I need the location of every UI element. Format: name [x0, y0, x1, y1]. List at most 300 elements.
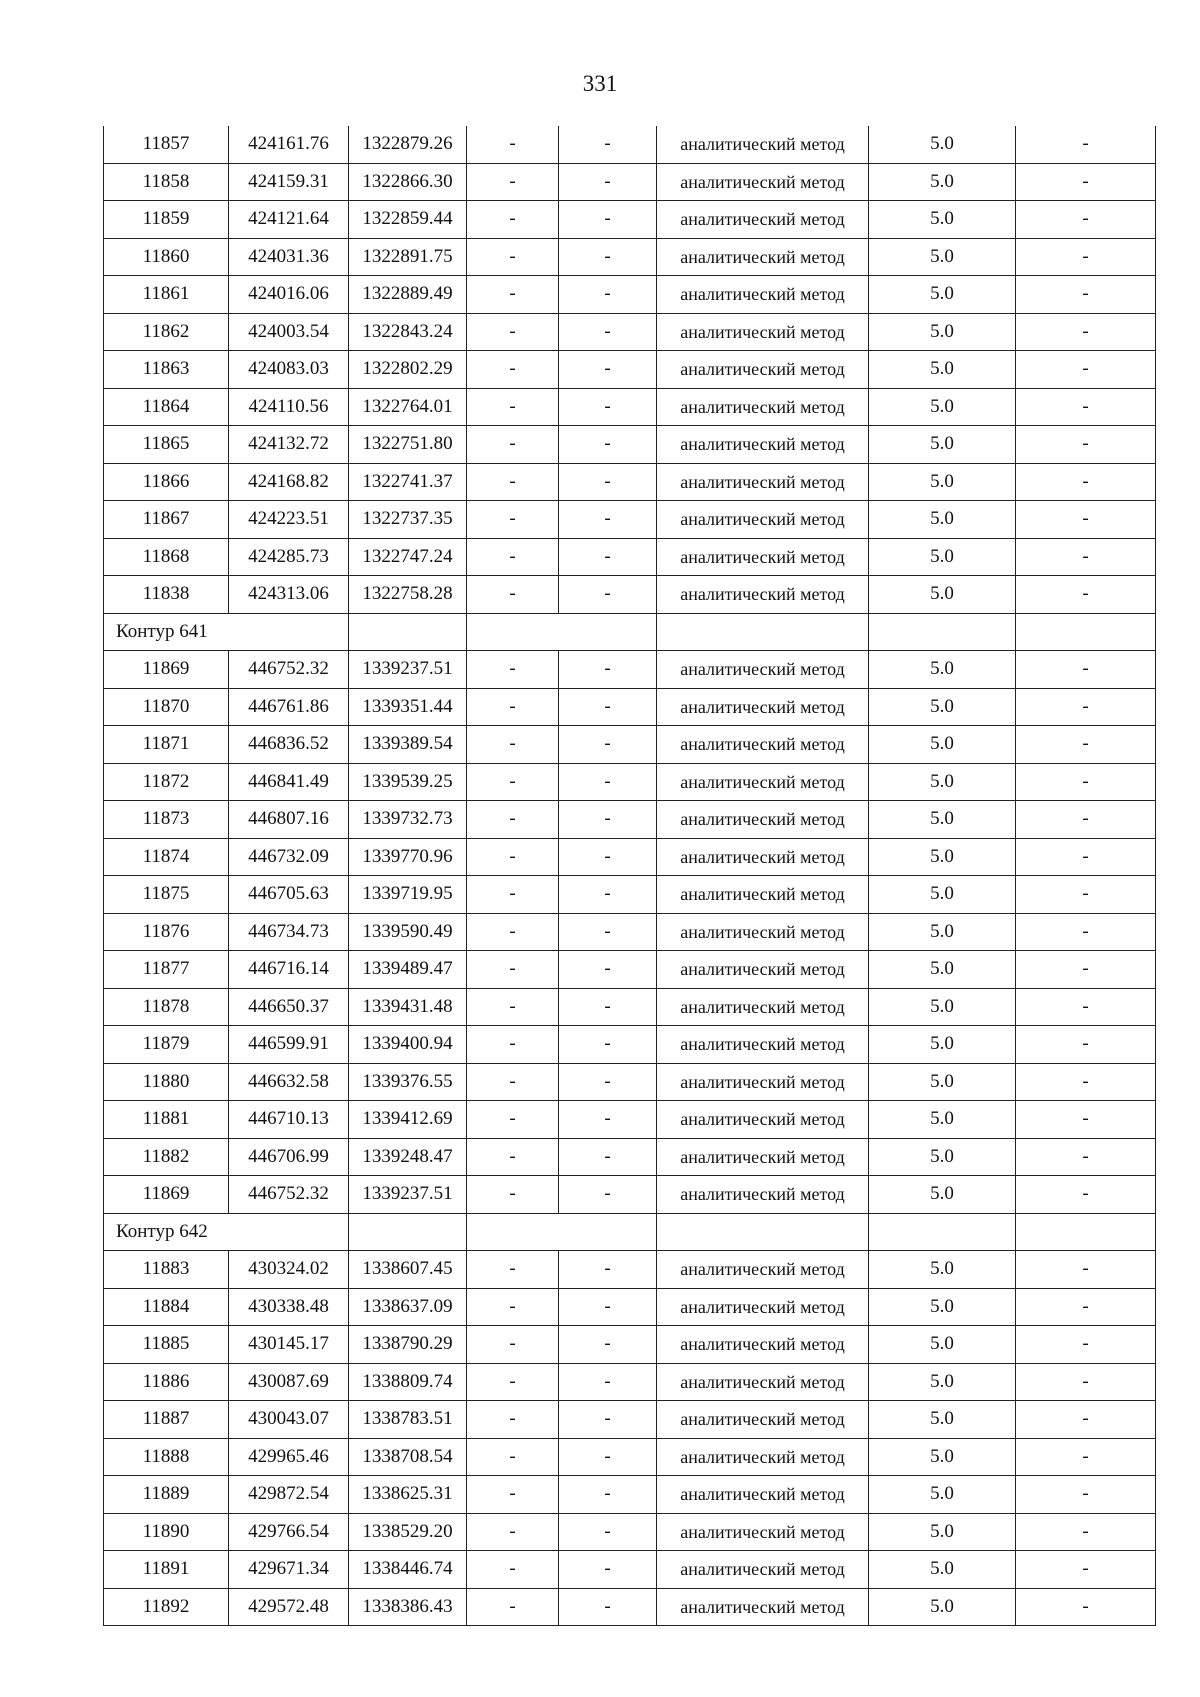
- x-coordinate-cell: 446710.13: [229, 1101, 349, 1139]
- table-row: [104, 1476, 1156, 1514]
- table-row: [104, 1551, 1156, 1589]
- x-coordinate-cell: 446706.99: [229, 1138, 349, 1176]
- empty-cell: [467, 613, 657, 651]
- method-cell: аналитический метод: [657, 876, 869, 914]
- empty-value-cell: -: [559, 538, 657, 576]
- y-coordinate-cell: 1322891.75: [349, 238, 467, 276]
- table-row: [104, 1288, 1156, 1326]
- table-row: [104, 1401, 1156, 1439]
- y-coordinate-cell: 1338708.54: [349, 1438, 467, 1476]
- table-row: [104, 576, 1156, 614]
- empty-value-cell: -: [559, 426, 657, 464]
- method-cell: аналитический метод: [657, 126, 869, 163]
- table-row: [104, 351, 1156, 389]
- point-id-cell: 11872: [104, 763, 229, 801]
- method-cell: аналитический метод: [657, 651, 869, 689]
- point-id-cell: 11887: [104, 1401, 229, 1439]
- empty-value-cell: -: [467, 276, 559, 314]
- x-coordinate-cell: 446807.16: [229, 801, 349, 839]
- y-coordinate-cell: 1338637.09: [349, 1288, 467, 1326]
- empty-value-cell: -: [559, 1476, 657, 1514]
- x-coordinate-cell: 430145.17: [229, 1326, 349, 1364]
- empty-value-cell: -: [467, 538, 559, 576]
- point-id-cell: 11878: [104, 988, 229, 1026]
- x-coordinate-cell: 424110.56: [229, 388, 349, 426]
- y-coordinate-cell: 1338783.51: [349, 1401, 467, 1439]
- empty-value-cell: -: [559, 1551, 657, 1589]
- x-coordinate-cell: 446716.14: [229, 951, 349, 989]
- y-coordinate-cell: 1322802.29: [349, 351, 467, 389]
- empty-value-cell: -: [1016, 201, 1156, 239]
- empty-cell: [349, 613, 467, 651]
- empty-value-cell: -: [467, 388, 559, 426]
- empty-value-cell: -: [1016, 1026, 1156, 1064]
- empty-value-cell: -: [1016, 1551, 1156, 1589]
- point-id-cell: 11877: [104, 951, 229, 989]
- empty-value-cell: -: [559, 688, 657, 726]
- point-id-cell: 11871: [104, 726, 229, 764]
- empty-value-cell: -: [559, 1401, 657, 1439]
- method-cell: аналитический метод: [657, 351, 869, 389]
- y-coordinate-cell: 1322866.30: [349, 163, 467, 201]
- empty-value-cell: -: [559, 1363, 657, 1401]
- x-coordinate-cell: 446650.37: [229, 988, 349, 1026]
- accuracy-cell: 5.0: [869, 1438, 1016, 1476]
- point-id-cell: 11881: [104, 1101, 229, 1139]
- empty-value-cell: -: [467, 1551, 559, 1589]
- empty-value-cell: -: [467, 763, 559, 801]
- empty-value-cell: -: [559, 988, 657, 1026]
- point-id-cell: 11858: [104, 163, 229, 201]
- method-cell: аналитический метод: [657, 538, 869, 576]
- y-coordinate-cell: 1322859.44: [349, 201, 467, 239]
- x-coordinate-cell: 430324.02: [229, 1251, 349, 1289]
- table-row: [104, 913, 1156, 951]
- x-coordinate-cell: 446752.32: [229, 651, 349, 689]
- method-cell: аналитический метод: [657, 276, 869, 314]
- table-row: [104, 1138, 1156, 1176]
- x-coordinate-cell: 429572.48: [229, 1588, 349, 1626]
- point-id-cell: 11875: [104, 876, 229, 914]
- method-cell: аналитический метод: [657, 1176, 869, 1214]
- empty-value-cell: -: [1016, 126, 1156, 163]
- empty-value-cell: -: [1016, 1588, 1156, 1626]
- y-coordinate-cell: 1339376.55: [349, 1063, 467, 1101]
- table-row: [104, 1363, 1156, 1401]
- empty-value-cell: -: [1016, 426, 1156, 464]
- empty-value-cell: -: [1016, 1176, 1156, 1214]
- x-coordinate-cell: 429965.46: [229, 1438, 349, 1476]
- x-coordinate-cell: 446734.73: [229, 913, 349, 951]
- y-coordinate-cell: 1322751.80: [349, 426, 467, 464]
- point-id-cell: 11838: [104, 576, 229, 614]
- empty-value-cell: -: [1016, 538, 1156, 576]
- x-coordinate-cell: 446761.86: [229, 688, 349, 726]
- empty-value-cell: -: [1016, 1251, 1156, 1289]
- method-cell: аналитический метод: [657, 1401, 869, 1439]
- method-cell: аналитический метод: [657, 1138, 869, 1176]
- x-coordinate-cell: 430043.07: [229, 1401, 349, 1439]
- empty-value-cell: -: [559, 201, 657, 239]
- empty-value-cell: -: [1016, 1438, 1156, 1476]
- coordinates-table-body: [104, 126, 1156, 1626]
- x-coordinate-cell: 424031.36: [229, 238, 349, 276]
- accuracy-cell: 5.0: [869, 463, 1016, 501]
- empty-value-cell: -: [559, 388, 657, 426]
- method-cell: аналитический метод: [657, 163, 869, 201]
- method-cell: аналитический метод: [657, 1288, 869, 1326]
- empty-value-cell: -: [467, 951, 559, 989]
- empty-value-cell: -: [467, 1438, 559, 1476]
- method-cell: аналитический метод: [657, 1026, 869, 1064]
- accuracy-cell: 5.0: [869, 1288, 1016, 1326]
- table-row: [104, 201, 1156, 239]
- point-id-cell: 11891: [104, 1551, 229, 1589]
- x-coordinate-cell: 429872.54: [229, 1476, 349, 1514]
- table-row: [104, 163, 1156, 201]
- point-id-cell: 11862: [104, 313, 229, 351]
- method-cell: аналитический метод: [657, 201, 869, 239]
- point-id-cell: 11883: [104, 1251, 229, 1289]
- x-coordinate-cell: 446836.52: [229, 726, 349, 764]
- empty-value-cell: -: [559, 351, 657, 389]
- empty-value-cell: -: [1016, 1363, 1156, 1401]
- empty-value-cell: -: [467, 238, 559, 276]
- method-cell: аналитический метод: [657, 1476, 869, 1514]
- method-cell: аналитический метод: [657, 576, 869, 614]
- empty-value-cell: -: [1016, 1288, 1156, 1326]
- empty-value-cell: -: [1016, 688, 1156, 726]
- method-cell: аналитический метод: [657, 951, 869, 989]
- empty-value-cell: -: [1016, 238, 1156, 276]
- empty-value-cell: -: [559, 313, 657, 351]
- empty-value-cell: -: [1016, 1063, 1156, 1101]
- x-coordinate-cell: 424313.06: [229, 576, 349, 614]
- empty-value-cell: -: [467, 1476, 559, 1514]
- y-coordinate-cell: 1322764.01: [349, 388, 467, 426]
- x-coordinate-cell: 429766.54: [229, 1513, 349, 1551]
- method-cell: аналитический метод: [657, 1513, 869, 1551]
- accuracy-cell: 5.0: [869, 1326, 1016, 1364]
- contour-label: Контур 641: [104, 613, 349, 651]
- accuracy-cell: 5.0: [869, 1101, 1016, 1139]
- point-id-cell: 11870: [104, 688, 229, 726]
- empty-value-cell: -: [559, 913, 657, 951]
- empty-value-cell: -: [559, 1513, 657, 1551]
- method-cell: аналитический метод: [657, 1551, 869, 1589]
- accuracy-cell: 5.0: [869, 1513, 1016, 1551]
- accuracy-cell: 5.0: [869, 1026, 1016, 1064]
- point-id-cell: 11892: [104, 1588, 229, 1626]
- empty-value-cell: -: [1016, 463, 1156, 501]
- empty-value-cell: -: [467, 838, 559, 876]
- y-coordinate-cell: 1338625.31: [349, 1476, 467, 1514]
- empty-value-cell: -: [1016, 351, 1156, 389]
- point-id-cell: 11867: [104, 501, 229, 539]
- table-row: [104, 1251, 1156, 1289]
- table-row: [104, 988, 1156, 1026]
- empty-value-cell: -: [467, 201, 559, 239]
- accuracy-cell: 5.0: [869, 1551, 1016, 1589]
- table-row: [104, 276, 1156, 314]
- empty-value-cell: -: [1016, 763, 1156, 801]
- accuracy-cell: 5.0: [869, 763, 1016, 801]
- y-coordinate-cell: 1338386.43: [349, 1588, 467, 1626]
- accuracy-cell: 5.0: [869, 1588, 1016, 1626]
- empty-value-cell: -: [559, 801, 657, 839]
- table-row: [104, 426, 1156, 464]
- y-coordinate-cell: 1338809.74: [349, 1363, 467, 1401]
- accuracy-cell: 5.0: [869, 276, 1016, 314]
- y-coordinate-cell: 1322843.24: [349, 313, 467, 351]
- empty-value-cell: -: [1016, 388, 1156, 426]
- table-row: [104, 126, 1156, 163]
- empty-value-cell: -: [559, 1251, 657, 1289]
- method-cell: аналитический метод: [657, 1063, 869, 1101]
- accuracy-cell: 5.0: [869, 388, 1016, 426]
- empty-value-cell: -: [559, 1063, 657, 1101]
- point-id-cell: 11874: [104, 838, 229, 876]
- x-coordinate-cell: 424132.72: [229, 426, 349, 464]
- point-id-cell: 11869: [104, 651, 229, 689]
- method-cell: аналитический метод: [657, 801, 869, 839]
- table-row: [104, 651, 1156, 689]
- empty-value-cell: -: [559, 1438, 657, 1476]
- empty-value-cell: -: [1016, 951, 1156, 989]
- table-row: [104, 1438, 1156, 1476]
- empty-value-cell: -: [559, 951, 657, 989]
- method-cell: аналитический метод: [657, 1363, 869, 1401]
- method-cell: аналитический метод: [657, 1251, 869, 1289]
- y-coordinate-cell: 1338446.74: [349, 1551, 467, 1589]
- method-cell: аналитический метод: [657, 1326, 869, 1364]
- accuracy-cell: 5.0: [869, 238, 1016, 276]
- empty-value-cell: -: [467, 801, 559, 839]
- y-coordinate-cell: 1322758.28: [349, 576, 467, 614]
- empty-value-cell: -: [467, 688, 559, 726]
- empty-value-cell: -: [467, 501, 559, 539]
- y-coordinate-cell: 1339732.73: [349, 801, 467, 839]
- accuracy-cell: 5.0: [869, 951, 1016, 989]
- empty-value-cell: -: [467, 913, 559, 951]
- accuracy-cell: 5.0: [869, 1251, 1016, 1289]
- accuracy-cell: 5.0: [869, 988, 1016, 1026]
- y-coordinate-cell: 1339237.51: [349, 651, 467, 689]
- table-row: [104, 538, 1156, 576]
- table-row: [104, 951, 1156, 989]
- empty-value-cell: -: [1016, 163, 1156, 201]
- point-id-cell: 11863: [104, 351, 229, 389]
- empty-value-cell: -: [467, 1063, 559, 1101]
- y-coordinate-cell: 1338529.20: [349, 1513, 467, 1551]
- table-row: [104, 688, 1156, 726]
- point-id-cell: 11866: [104, 463, 229, 501]
- y-coordinate-cell: 1339237.51: [349, 1176, 467, 1214]
- y-coordinate-cell: 1322741.37: [349, 463, 467, 501]
- accuracy-cell: 5.0: [869, 1138, 1016, 1176]
- empty-cell: [869, 1213, 1016, 1251]
- empty-value-cell: -: [467, 726, 559, 764]
- point-id-cell: 11857: [104, 126, 229, 163]
- method-cell: аналитический метод: [657, 238, 869, 276]
- table-row: [104, 1063, 1156, 1101]
- empty-value-cell: -: [1016, 276, 1156, 314]
- y-coordinate-cell: 1338607.45: [349, 1251, 467, 1289]
- empty-cell: [1016, 613, 1156, 651]
- empty-cell: [657, 1213, 869, 1251]
- empty-value-cell: -: [559, 576, 657, 614]
- table-row: [104, 463, 1156, 501]
- y-coordinate-cell: 1339590.49: [349, 913, 467, 951]
- x-coordinate-cell: 424168.82: [229, 463, 349, 501]
- method-cell: аналитический метод: [657, 313, 869, 351]
- method-cell: аналитический метод: [657, 988, 869, 1026]
- empty-value-cell: -: [467, 163, 559, 201]
- empty-cell: [657, 613, 869, 651]
- empty-value-cell: -: [559, 1588, 657, 1626]
- method-cell: аналитический метод: [657, 763, 869, 801]
- empty-value-cell: -: [559, 238, 657, 276]
- table-row: [104, 1101, 1156, 1139]
- y-coordinate-cell: 1339400.94: [349, 1026, 467, 1064]
- table-row: [104, 1513, 1156, 1551]
- empty-cell: [349, 1213, 467, 1251]
- point-id-cell: 11869: [104, 1176, 229, 1214]
- accuracy-cell: 5.0: [869, 538, 1016, 576]
- accuracy-cell: 5.0: [869, 688, 1016, 726]
- empty-value-cell: -: [1016, 1138, 1156, 1176]
- point-id-cell: 11889: [104, 1476, 229, 1514]
- table-row: [104, 238, 1156, 276]
- empty-value-cell: -: [467, 1176, 559, 1214]
- table-row: [104, 801, 1156, 839]
- accuracy-cell: 5.0: [869, 126, 1016, 163]
- y-coordinate-cell: 1322879.26: [349, 126, 467, 163]
- empty-value-cell: -: [1016, 1476, 1156, 1514]
- empty-value-cell: -: [1016, 801, 1156, 839]
- x-coordinate-cell: 424223.51: [229, 501, 349, 539]
- x-coordinate-cell: 446752.32: [229, 1176, 349, 1214]
- empty-value-cell: -: [559, 1326, 657, 1364]
- coordinates-table: [103, 126, 1156, 1626]
- empty-value-cell: -: [1016, 651, 1156, 689]
- y-coordinate-cell: 1339770.96: [349, 838, 467, 876]
- contour-label: Контур 642: [104, 1213, 349, 1251]
- accuracy-cell: 5.0: [869, 201, 1016, 239]
- empty-value-cell: -: [559, 763, 657, 801]
- method-cell: аналитический метод: [657, 838, 869, 876]
- empty-value-cell: -: [559, 1101, 657, 1139]
- empty-value-cell: -: [559, 651, 657, 689]
- table-row: [104, 1326, 1156, 1364]
- accuracy-cell: 5.0: [869, 1363, 1016, 1401]
- empty-value-cell: -: [1016, 1326, 1156, 1364]
- table-row: [104, 1588, 1156, 1626]
- method-cell: аналитический метод: [657, 501, 869, 539]
- y-coordinate-cell: 1339351.44: [349, 688, 467, 726]
- x-coordinate-cell: 446599.91: [229, 1026, 349, 1064]
- empty-value-cell: -: [467, 1326, 559, 1364]
- empty-value-cell: -: [559, 1176, 657, 1214]
- point-id-cell: 11884: [104, 1288, 229, 1326]
- empty-value-cell: -: [467, 876, 559, 914]
- point-id-cell: 11864: [104, 388, 229, 426]
- y-coordinate-cell: 1322737.35: [349, 501, 467, 539]
- table-row: [104, 1026, 1156, 1064]
- point-id-cell: 11880: [104, 1063, 229, 1101]
- accuracy-cell: 5.0: [869, 801, 1016, 839]
- method-cell: аналитический метод: [657, 688, 869, 726]
- empty-value-cell: -: [467, 988, 559, 1026]
- empty-value-cell: -: [467, 1026, 559, 1064]
- point-id-cell: 11876: [104, 913, 229, 951]
- table-row: [104, 763, 1156, 801]
- empty-value-cell: -: [467, 1288, 559, 1326]
- empty-value-cell: -: [559, 463, 657, 501]
- table-row: [104, 388, 1156, 426]
- method-cell: аналитический метод: [657, 463, 869, 501]
- table-row: [104, 313, 1156, 351]
- empty-value-cell: -: [467, 1101, 559, 1139]
- y-coordinate-cell: 1338790.29: [349, 1326, 467, 1364]
- point-id-cell: 11885: [104, 1326, 229, 1364]
- table-row: [104, 838, 1156, 876]
- x-coordinate-cell: 424161.76: [229, 126, 349, 163]
- point-id-cell: 11888: [104, 1438, 229, 1476]
- y-coordinate-cell: 1339431.48: [349, 988, 467, 1026]
- empty-value-cell: -: [1016, 913, 1156, 951]
- accuracy-cell: 5.0: [869, 876, 1016, 914]
- point-id-cell: 11890: [104, 1513, 229, 1551]
- y-coordinate-cell: 1322889.49: [349, 276, 467, 314]
- point-id-cell: 11882: [104, 1138, 229, 1176]
- point-id-cell: 11873: [104, 801, 229, 839]
- empty-value-cell: -: [1016, 988, 1156, 1026]
- empty-value-cell: -: [467, 1588, 559, 1626]
- y-coordinate-cell: 1339248.47: [349, 1138, 467, 1176]
- accuracy-cell: 5.0: [869, 726, 1016, 764]
- empty-value-cell: -: [1016, 726, 1156, 764]
- empty-cell: [467, 1213, 657, 1251]
- contour-header-row: [104, 1213, 1156, 1251]
- empty-value-cell: -: [559, 501, 657, 539]
- table-row: [104, 501, 1156, 539]
- accuracy-cell: 5.0: [869, 576, 1016, 614]
- x-coordinate-cell: 446632.58: [229, 1063, 349, 1101]
- empty-value-cell: -: [467, 1251, 559, 1289]
- accuracy-cell: 5.0: [869, 351, 1016, 389]
- empty-value-cell: -: [1016, 1513, 1156, 1551]
- point-id-cell: 11879: [104, 1026, 229, 1064]
- point-id-cell: 11860: [104, 238, 229, 276]
- empty-value-cell: -: [467, 313, 559, 351]
- empty-value-cell: -: [559, 276, 657, 314]
- point-id-cell: 11859: [104, 201, 229, 239]
- empty-value-cell: -: [1016, 876, 1156, 914]
- y-coordinate-cell: 1339489.47: [349, 951, 467, 989]
- accuracy-cell: 5.0: [869, 1176, 1016, 1214]
- x-coordinate-cell: 424121.64: [229, 201, 349, 239]
- x-coordinate-cell: 424016.06: [229, 276, 349, 314]
- accuracy-cell: 5.0: [869, 1476, 1016, 1514]
- method-cell: аналитический метод: [657, 913, 869, 951]
- x-coordinate-cell: 424003.54: [229, 313, 349, 351]
- empty-value-cell: -: [559, 126, 657, 163]
- empty-value-cell: -: [467, 651, 559, 689]
- empty-value-cell: -: [559, 838, 657, 876]
- method-cell: аналитический метод: [657, 726, 869, 764]
- empty-value-cell: -: [467, 576, 559, 614]
